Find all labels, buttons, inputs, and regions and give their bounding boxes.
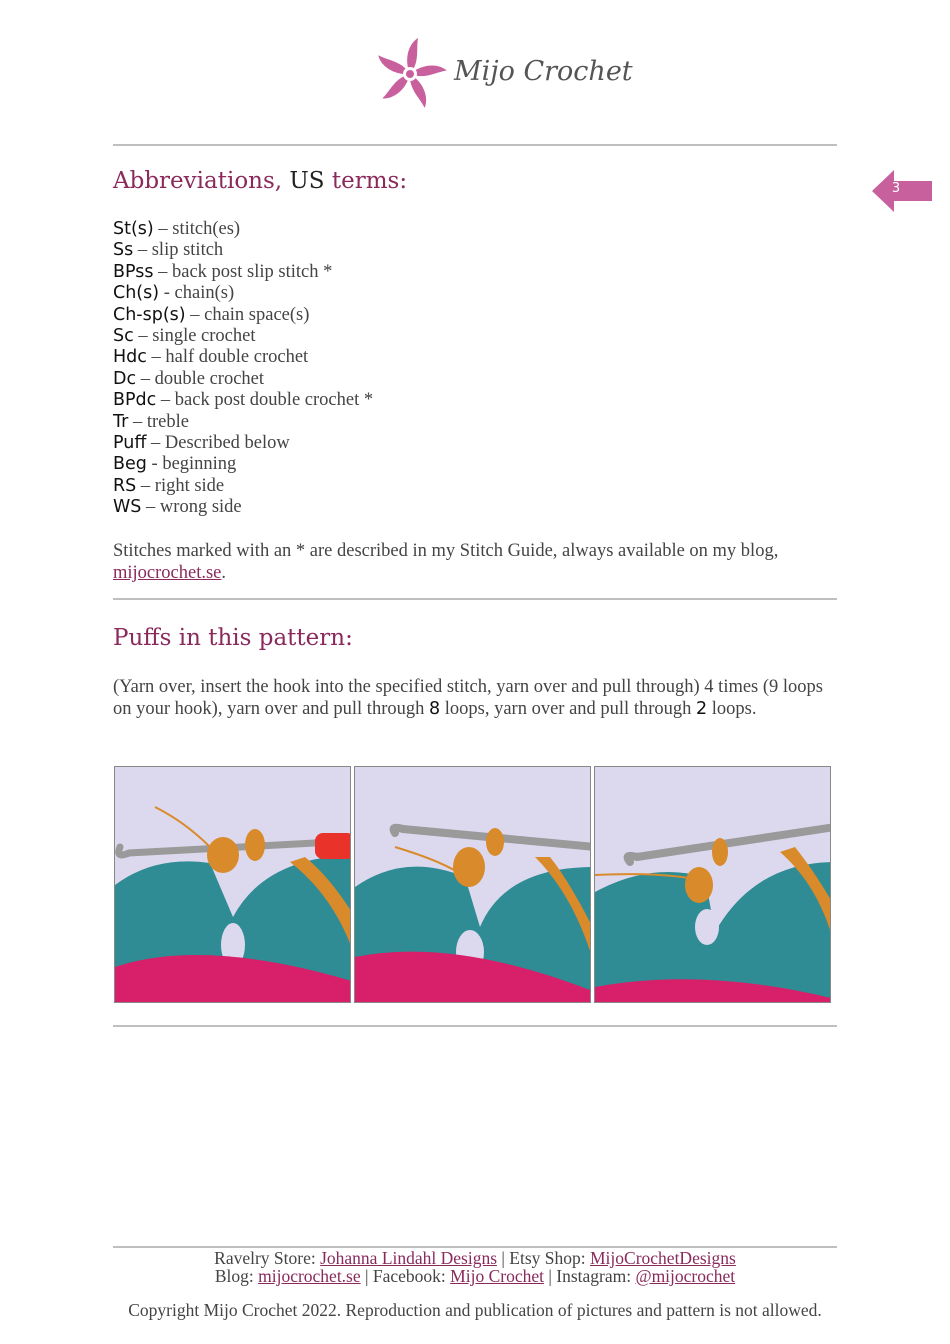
abbreviations-heading: Abbreviations, US terms: (113, 168, 408, 194)
section-divider (113, 1025, 837, 1027)
facebook-link[interactable]: Mijo Crochet (450, 1266, 544, 1286)
instagram-link[interactable]: @mijocrochet (635, 1266, 736, 1286)
footer-social: Blog: mijocrochet.se | Facebook: Mijo Crochet | Instagram: @mijocrochet (214, 1266, 736, 1286)
puffs-heading: Puffs in this pattern: (113, 625, 353, 651)
footer-blog-link[interactable]: mijocrochet.se (258, 1266, 361, 1286)
mijo-crochet-logo (364, 18, 633, 130)
puff-instructions: (Yarn over, insert the hook into the specified stitch, yarn over and pull through) 4 times (9 loops on your hook), yarn over and pull through 8 loops, yarn over and pull through 2 loops. (113, 677, 824, 719)
abbreviation-list (113, 219, 373, 519)
stitch-guide-note: Stitches marked with an * are described in my Stitch Guide, always available on my blog, mijocrochet.se. (113, 541, 779, 583)
abbreviation-item: RS – right side (113, 475, 225, 496)
abbreviation-item: Puff – Described below (113, 433, 290, 454)
ravelry-store-link[interactable]: Johanna Lindahl Designs (320, 1248, 498, 1268)
blog-link[interactable]: mijocrochet.se (113, 563, 222, 583)
flower-logo-icon (364, 18, 464, 130)
header-divider (113, 144, 837, 146)
puff-photo-step-1 (114, 766, 351, 1003)
abbreviation-item: St(s) – stitch(es) (113, 219, 241, 239)
abbreviation-item: Beg - beginning (113, 454, 237, 475)
abbreviation-item: Ss – slip stitch (113, 240, 224, 261)
copyright: Copyright Mijo Crochet 2022. Reproduction and publication of pictures and pattern is not allowed. (128, 1300, 822, 1320)
footer-stores: Ravelry Store: Johanna Lindahl Designs | Etsy Shop: MijoCrochetDesigns (214, 1248, 736, 1268)
page-number: 3 (891, 181, 901, 196)
abbreviation-item: BPdc – back post double crochet * (113, 390, 374, 411)
puff-step-photos (114, 766, 831, 1004)
section-divider (113, 598, 837, 600)
logo-text: Mijo Crochet (454, 56, 633, 87)
abbreviation-item: Tr – treble (113, 411, 189, 432)
puff-photo-step-2 (354, 766, 591, 1003)
abbreviation-item: Hdc – half double crochet (113, 347, 309, 368)
abbreviation-item: WS – wrong side (113, 497, 242, 518)
puff-photo-step-3 (594, 766, 831, 1003)
abbreviation-item: Ch(s) - chain(s) (113, 283, 235, 304)
abbreviation-item: Dc – double crochet (113, 368, 265, 389)
etsy-shop-link[interactable]: MijoCrochetDesigns (590, 1248, 736, 1268)
us-label: US (289, 168, 325, 194)
abbreviation-item: Sc – single crochet (113, 326, 256, 347)
abbreviation-item: Ch-sp(s) – chain space(s) (113, 304, 310, 325)
abbreviation-item: BPss – back post slip stitch * (113, 261, 333, 282)
